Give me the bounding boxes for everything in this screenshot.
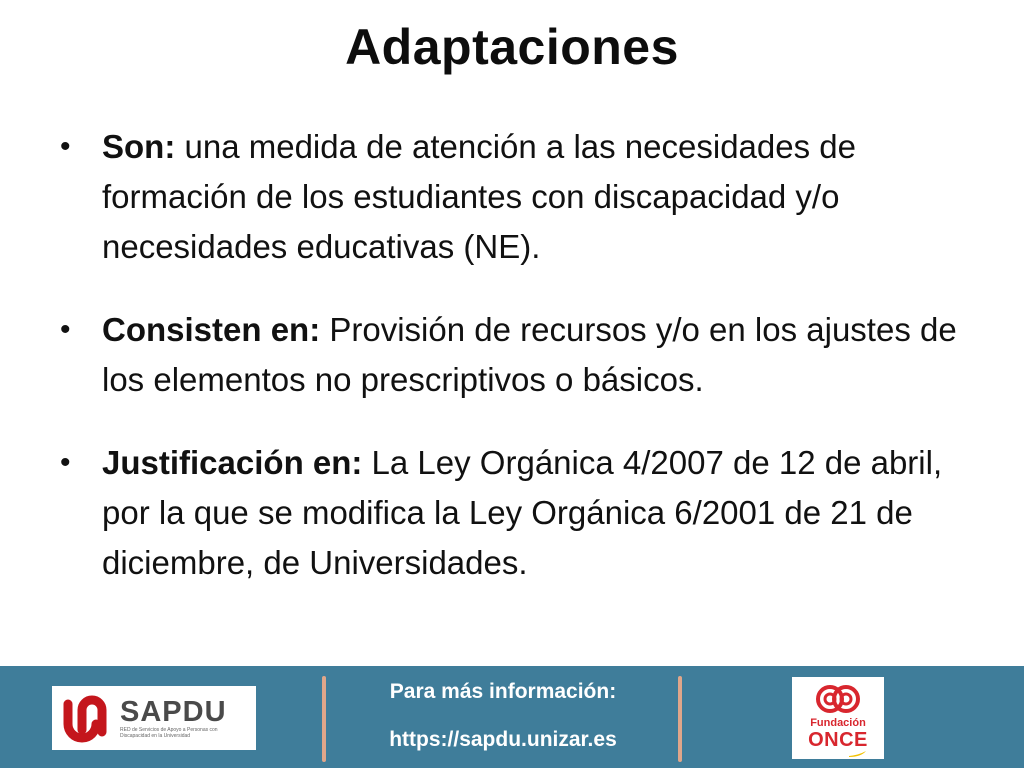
once-rings-icon [810, 683, 866, 715]
info-label: Para más información: [389, 680, 617, 703]
once-logo-line1: Fundación [810, 717, 866, 729]
fundacion-once-logo[interactable] [792, 677, 884, 759]
footer-bar [0, 666, 1024, 768]
footer-divider-right [678, 676, 682, 762]
bullet-item-consisten [60, 305, 990, 405]
bullet-item-justificacion [60, 438, 990, 588]
bullet-list [60, 122, 990, 621]
footer-divider-left [322, 676, 326, 762]
info-url-link[interactable]: https://sapdu.unizar.es [389, 728, 617, 751]
bullet-text: La Ley Orgánica 4/2007 de 12 de abril, por la que se modifica la Ley Orgánica 6/2001 de 21 de diciembre, de Universidades. [102, 444, 943, 581]
sapdu-logo-icon [58, 690, 114, 746]
sapdu-logo[interactable] [52, 686, 256, 750]
bullet-label: Consisten en: [102, 311, 321, 348]
bullet-text: una medida de atención a las necesidades de formación de los estudiantes con discapacidad y/o necesidades educativas (NE). [102, 128, 856, 265]
bullet-item-son [60, 122, 990, 272]
bullet-label: Justificación en: [102, 444, 363, 481]
sapdu-logo-name: SAPDU [120, 696, 227, 728]
bullet-icon: • [60, 446, 71, 479]
once-logo-line2: ONCE [808, 729, 868, 751]
bullet-label: Son: [102, 128, 176, 165]
bullet-text: Provisión de recursos y/o en los ajustes de los elementos no prescriptivos o básicos. [102, 311, 957, 398]
slide-title: Adaptaciones [345, 19, 679, 75]
bullet-icon: • [60, 313, 71, 346]
once-swoosh-icon [809, 750, 867, 758]
sapdu-logo-subtitle: RED de Servicios de Apoyo a Personas con Discapacidad en la Universidad [120, 727, 218, 739]
bullet-icon: • [60, 130, 71, 163]
